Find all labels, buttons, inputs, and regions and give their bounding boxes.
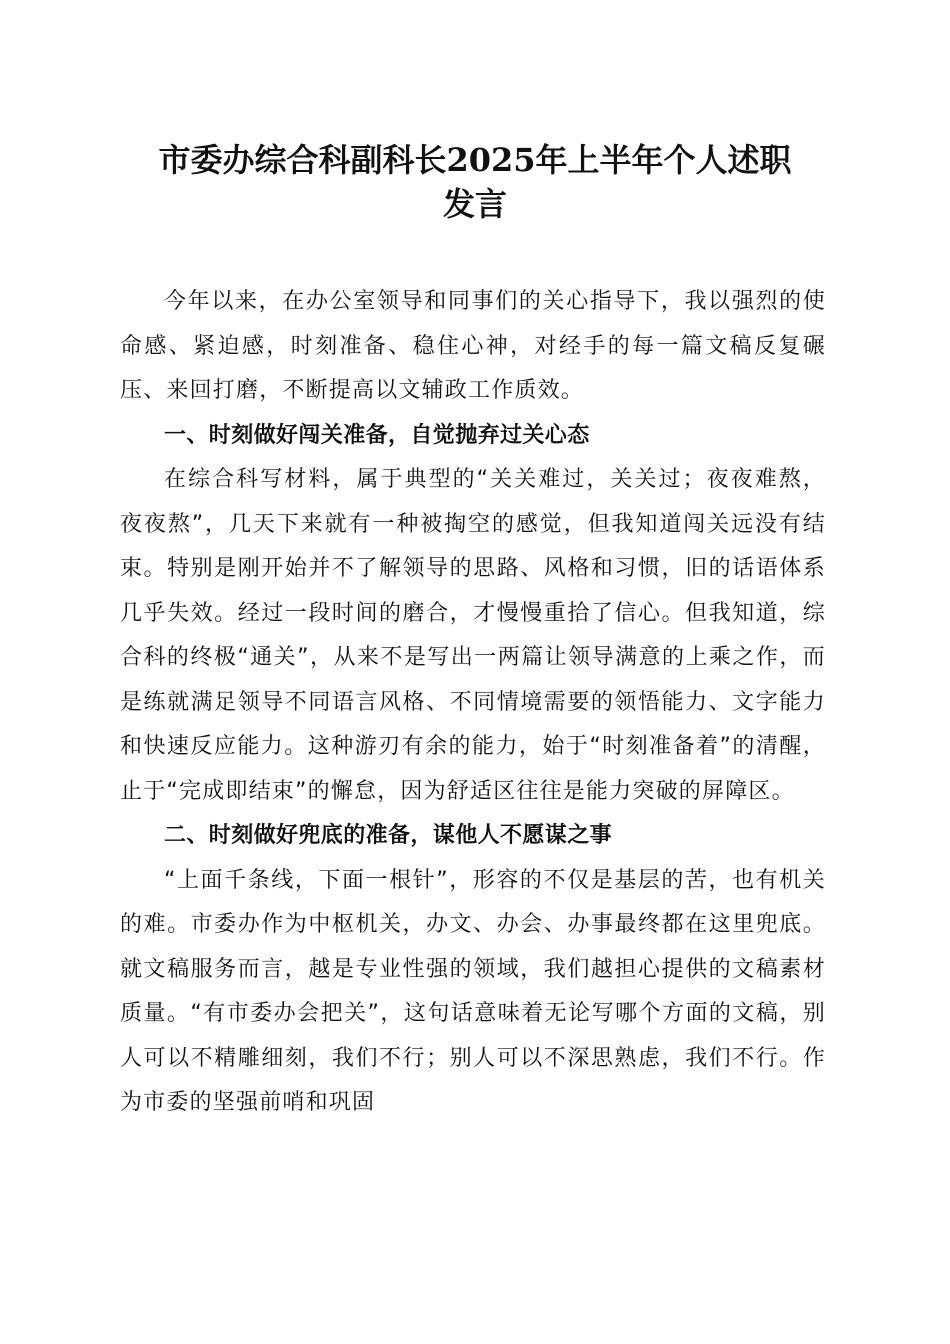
section-2-paragraph: “上面千条线，下面一根针”，形容的不仅是基层的苦，也有机关的难。市委办作为中枢机关，办文、办会、办事最终都在这里兜底。就文稿服务而言，越是专业性强的领域，我们越担心提供的文稿素材质量。“有市委办会把关”，这句话意味着无论写哪个方面的文稿，别人可以不精雕细刻，我们不行；别人可以不深思熟虑，我们不行。作为市委的坚强前哨和巩固: [120, 867, 826, 1115]
document-body: [120, 280, 826, 1126]
section-1-heading: 一、时刻做好闯关准备，自觉抛弃过关心态: [164, 422, 590, 448]
section-2-heading: 二、时刻做好兜底的准备，谋他人不愿谋之事: [164, 823, 613, 848]
section-1-paragraph: 在综合科写材料，属于典型的“关关难过，关关过；夜夜难熬，夜夜熬”，几天下来就有一种被掏空的感觉，但我知道闯关远没有结束。特别是刚开始并不了解领导的思路、风格和习惯，旧的话语体系几乎失效。经过一段时间的磨合，才慢慢重拾了信心。但我知道，综合科的终极“通关”，从来不是写出一两篇让领导满意的上乘之作，而是练就满足领导不同语言风格、不同情境需要的领悟能力、文字能力和快速反应能力。这种游刃有余的能力，始于“时刻准备着”的清醒，止于“完成即结束”的懈怠，因为舒适区往往是能力突破的屏障区。: [120, 467, 826, 804]
intro-paragraph: 今年以来，在办公室领导和同事们的关心指导下，我以强烈的使命感、紧迫感，时刻准备、稳住心神，对经手的每一篇文稿反复碾压、来回打磨，不断提高以文辅政工作质效。: [120, 289, 826, 403]
title-line-2: 发言: [442, 185, 507, 223]
document-title: [120, 138, 830, 226]
title-line-1: 市委办综合科副科长2025年上半年个人述职: [158, 141, 792, 179]
